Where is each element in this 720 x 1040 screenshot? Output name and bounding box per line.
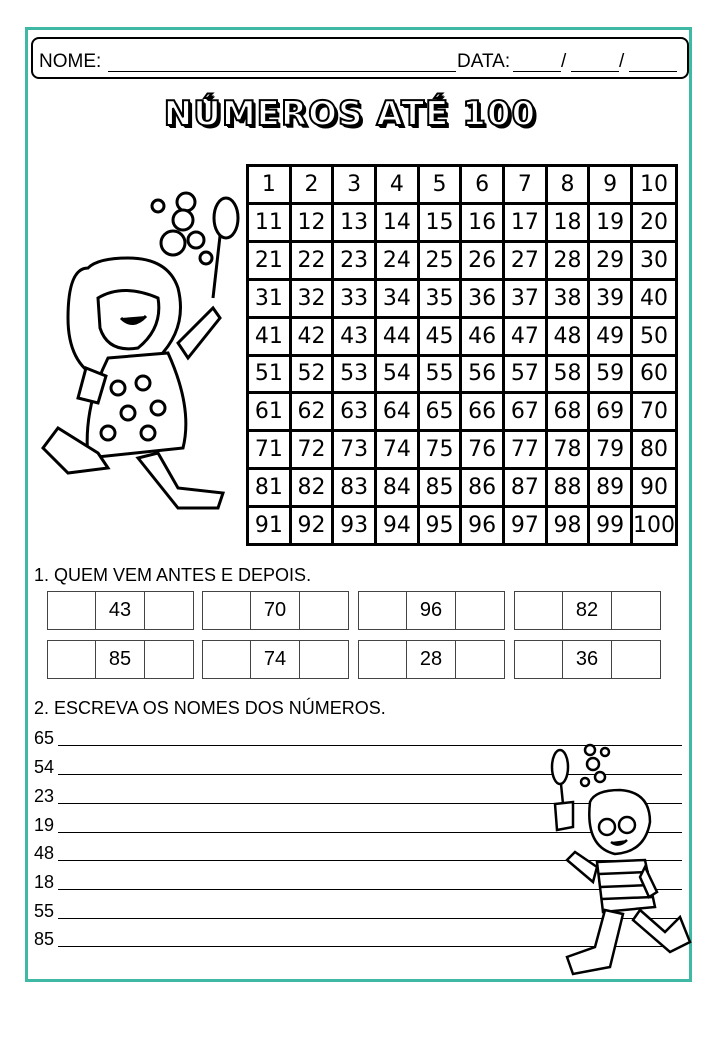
number-cell: 6 xyxy=(462,167,502,202)
sequence-box xyxy=(47,640,194,679)
after-answer[interactable] xyxy=(300,641,348,678)
number-cell: 89 xyxy=(590,470,630,505)
sequence-box xyxy=(514,591,661,630)
number-cell: 74 xyxy=(377,432,417,467)
before-answer[interactable] xyxy=(515,592,563,629)
page-title: NÚMEROS ATÉ 100 xyxy=(163,94,537,134)
number-cell: 45 xyxy=(420,319,460,354)
number-cell: 14 xyxy=(377,205,417,240)
given-number: 70 xyxy=(251,592,299,629)
number-cell: 86 xyxy=(462,470,502,505)
number-cell: 76 xyxy=(462,432,502,467)
number-cell: 64 xyxy=(377,394,417,429)
number-cell: 47 xyxy=(505,319,545,354)
before-answer[interactable] xyxy=(203,641,251,678)
number-cell: 71 xyxy=(249,432,289,467)
number-cell: 28 xyxy=(548,243,588,278)
girl-with-bubble-wand-illustration xyxy=(28,188,243,533)
number-cell: 72 xyxy=(292,432,332,467)
number-cell: 10 xyxy=(633,167,675,202)
number-cell: 21 xyxy=(249,243,289,278)
number-cell: 4 xyxy=(377,167,417,202)
row-number: 55 xyxy=(34,901,55,921)
number-cell: 11 xyxy=(249,205,289,240)
date-separator-2: / xyxy=(619,51,625,72)
hundred-chart xyxy=(246,164,678,546)
number-cell: 35 xyxy=(420,281,460,316)
number-cell: 20 xyxy=(633,205,675,240)
after-answer[interactable] xyxy=(612,592,660,629)
number-cell: 38 xyxy=(548,281,588,316)
after-answer[interactable] xyxy=(300,592,348,629)
number-cell: 66 xyxy=(462,394,502,429)
number-cell: 53 xyxy=(334,357,374,392)
given-number: 96 xyxy=(407,592,455,629)
date-label: DATA: xyxy=(457,51,511,72)
number-cell: 75 xyxy=(420,432,460,467)
number-cell: 63 xyxy=(334,394,374,429)
before-answer[interactable] xyxy=(203,592,251,629)
number-cell: 73 xyxy=(334,432,374,467)
number-cell: 78 xyxy=(548,432,588,467)
row-number: 19 xyxy=(34,815,55,835)
number-cell: 59 xyxy=(590,357,630,392)
number-cell: 62 xyxy=(292,394,332,429)
before-answer[interactable] xyxy=(359,641,407,678)
header-box xyxy=(31,37,689,79)
number-cell: 36 xyxy=(462,281,502,316)
before-answer[interactable] xyxy=(48,592,96,629)
number-cell: 39 xyxy=(590,281,630,316)
number-cell: 90 xyxy=(633,470,675,505)
number-cell: 26 xyxy=(462,243,502,278)
number-cell: 41 xyxy=(249,319,289,354)
row-number: 18 xyxy=(34,872,55,892)
number-cell: 91 xyxy=(249,508,289,543)
boy-with-bubble-wand-illustration xyxy=(545,742,695,982)
number-cell: 100 xyxy=(633,508,675,543)
number-cell: 77 xyxy=(505,432,545,467)
number-cell: 40 xyxy=(633,281,675,316)
number-cell: 83 xyxy=(334,470,374,505)
number-cell: 87 xyxy=(505,470,545,505)
section2-title: 2. ESCREVA OS NOMES DOS NÚMEROS. xyxy=(34,698,386,718)
number-cell: 23 xyxy=(334,243,374,278)
given-number: 36 xyxy=(563,641,611,678)
number-cell: 29 xyxy=(590,243,630,278)
number-cell: 24 xyxy=(377,243,417,278)
number-cell: 94 xyxy=(377,508,417,543)
number-cell: 25 xyxy=(420,243,460,278)
sequence-box xyxy=(514,640,661,679)
row-number: 85 xyxy=(34,929,55,949)
date-year-field[interactable] xyxy=(629,71,677,72)
name-label: NOME: xyxy=(39,51,102,72)
number-cell: 57 xyxy=(505,357,545,392)
number-cell: 7 xyxy=(505,167,545,202)
number-cell: 99 xyxy=(590,508,630,543)
number-cell: 42 xyxy=(292,319,332,354)
number-cell: 52 xyxy=(292,357,332,392)
number-cell: 30 xyxy=(633,243,675,278)
number-cell: 65 xyxy=(420,394,460,429)
number-cell: 32 xyxy=(292,281,332,316)
sequence-box xyxy=(202,591,349,630)
date-month-field[interactable] xyxy=(571,71,619,72)
number-cell: 92 xyxy=(292,508,332,543)
given-number: 82 xyxy=(563,592,611,629)
given-number: 85 xyxy=(96,641,144,678)
number-cell: 3 xyxy=(334,167,374,202)
number-cell: 49 xyxy=(590,319,630,354)
given-number: 43 xyxy=(96,592,144,629)
number-cell: 33 xyxy=(334,281,374,316)
after-answer[interactable] xyxy=(145,641,193,678)
number-cell: 69 xyxy=(590,394,630,429)
number-cell: 98 xyxy=(548,508,588,543)
number-cell: 56 xyxy=(462,357,502,392)
number-cell: 1 xyxy=(249,167,289,202)
number-cell: 93 xyxy=(334,508,374,543)
given-number: 28 xyxy=(407,641,455,678)
number-cell: 16 xyxy=(462,205,502,240)
number-cell: 58 xyxy=(548,357,588,392)
sequence-box xyxy=(358,591,505,630)
number-cell: 81 xyxy=(249,470,289,505)
date-separator-1: / xyxy=(561,51,567,72)
before-answer[interactable] xyxy=(515,641,563,678)
number-cell: 9 xyxy=(590,167,630,202)
row-number: 48 xyxy=(34,843,55,863)
number-cell: 60 xyxy=(633,357,675,392)
number-cell: 61 xyxy=(249,394,289,429)
number-cell: 85 xyxy=(420,470,460,505)
number-cell: 88 xyxy=(548,470,588,505)
number-cell: 44 xyxy=(377,319,417,354)
number-cell: 46 xyxy=(462,319,502,354)
before-answer[interactable] xyxy=(359,592,407,629)
number-cell: 48 xyxy=(548,319,588,354)
number-cell: 95 xyxy=(420,508,460,543)
number-cell: 67 xyxy=(505,394,545,429)
number-cell: 8 xyxy=(548,167,588,202)
number-cell: 22 xyxy=(292,243,332,278)
before-answer[interactable] xyxy=(48,641,96,678)
number-cell: 15 xyxy=(420,205,460,240)
number-cell: 84 xyxy=(377,470,417,505)
number-cell: 19 xyxy=(590,205,630,240)
number-cell: 50 xyxy=(633,319,675,354)
sequence-box xyxy=(202,640,349,679)
number-cell: 97 xyxy=(505,508,545,543)
number-cell: 54 xyxy=(377,357,417,392)
section1-title: 1. QUEM VEM ANTES E DEPOIS. xyxy=(34,565,312,585)
number-cell: 68 xyxy=(548,394,588,429)
number-cell: 5 xyxy=(420,167,460,202)
after-answer[interactable] xyxy=(456,592,504,629)
number-cell: 17 xyxy=(505,205,545,240)
number-cell: 27 xyxy=(505,243,545,278)
after-answer[interactable] xyxy=(145,592,193,629)
sequence-box xyxy=(47,591,194,630)
number-cell: 79 xyxy=(590,432,630,467)
number-cell: 43 xyxy=(334,319,374,354)
name-field[interactable] xyxy=(108,71,456,72)
number-cell: 70 xyxy=(633,394,675,429)
number-cell: 37 xyxy=(505,281,545,316)
after-answer[interactable] xyxy=(612,641,660,678)
number-cell: 31 xyxy=(249,281,289,316)
sequence-box xyxy=(358,640,505,679)
number-cell: 2 xyxy=(292,167,332,202)
number-cell: 96 xyxy=(462,508,502,543)
row-number: 65 xyxy=(34,728,55,748)
number-cell: 82 xyxy=(292,470,332,505)
number-cell: 12 xyxy=(292,205,332,240)
number-cell: 51 xyxy=(249,357,289,392)
after-answer[interactable] xyxy=(456,641,504,678)
number-cell: 80 xyxy=(633,432,675,467)
number-cell: 13 xyxy=(334,205,374,240)
number-cell: 18 xyxy=(548,205,588,240)
given-number: 74 xyxy=(251,641,299,678)
row-number: 54 xyxy=(34,757,55,777)
number-cell: 55 xyxy=(420,357,460,392)
number-cell: 34 xyxy=(377,281,417,316)
date-day-field[interactable] xyxy=(513,71,561,72)
row-number: 23 xyxy=(34,786,55,806)
